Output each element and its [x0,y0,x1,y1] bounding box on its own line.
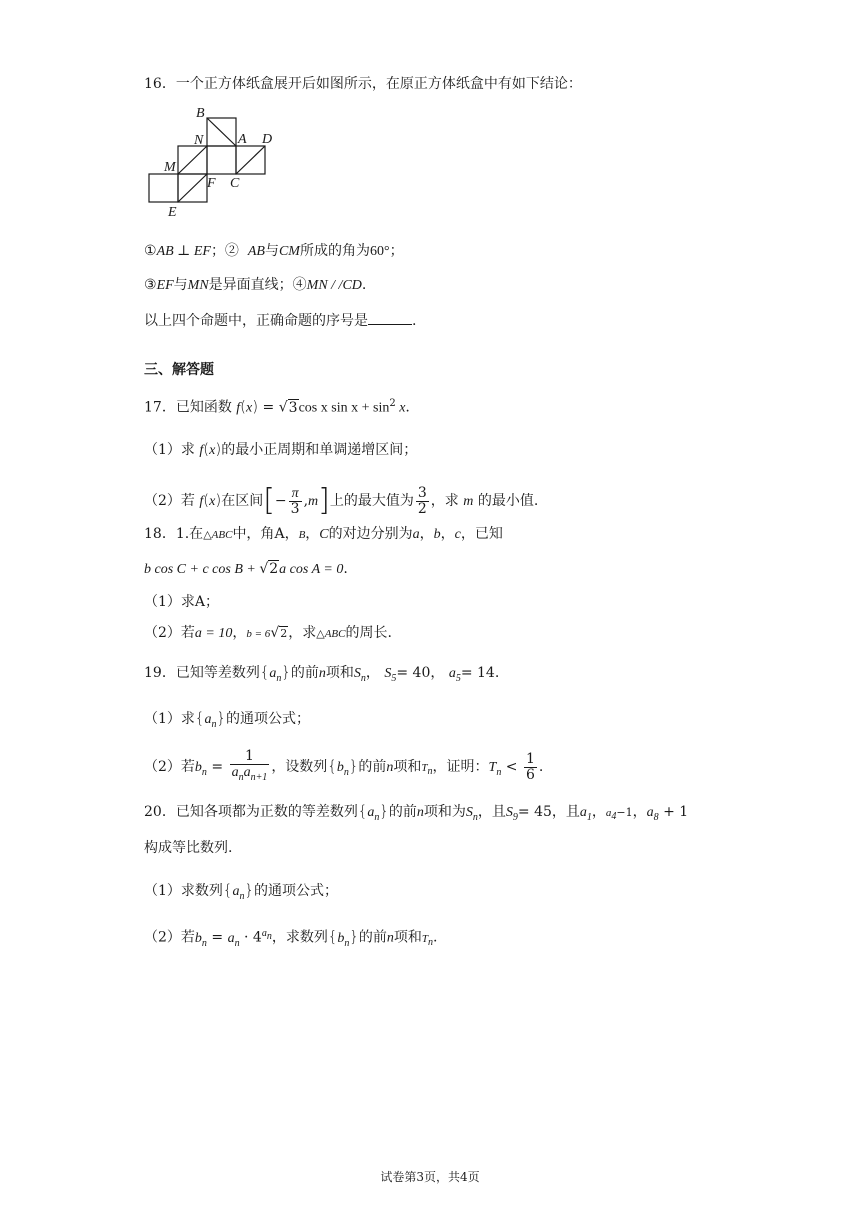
q18-part1: （1）求A； [144,594,220,610]
q17-stem: 17．已知函数 f(x) = √3cos x $\sin x + \sin^2 x$. [144,397,410,416]
label-F: F [207,176,216,191]
label-C: C [230,176,240,191]
q20-stem: 20．已知各项都为正数的等差数列$\{a_n\}$的前n项和为$S_n$，且$S_9= 45$，且$a_1$，$a_4-1$，$a_8 + 1$ [144,802,689,823]
q16-stem: 16．一个正方体纸盒展开后如图所示，在原正方体纸盒中有如下结论： [144,76,582,92]
label-D: D [262,132,273,147]
label-A: A [238,132,247,147]
q19-part2: （2）若$b_n$ = $\frac{1}{a_na_{n+1}}$ ，设数列$\{b_n\}$的前n项和$T_n$，证明：$T_n$ < $\frac{1}{6}$ . [144,748,544,783]
q19-part1: （1）求$\{a_n\}$的通项公式； [144,709,311,730]
section-title: 三、解答题 [144,362,214,378]
label-N: N [194,133,204,148]
label-B: B [196,106,205,121]
q17-part1: （1）求 f(x)的最小正周期和单调递增区间； [144,440,418,458]
q20-part1: （1）求数列$\{a_n\}$的通项公式； [144,881,339,902]
q16-question: 以上四个命题中，正确命题的序号是 . [144,310,416,331]
label-M: M [164,160,176,175]
q18-stem: 18．1.在△ABC中，角A，B，C的对边分别为a，b，c，已知 [144,526,503,542]
page-footer: 试卷第3页，共4页 [380,1170,480,1184]
q16-conclusions-2: ③EF与MN是异面直线；④MN / /CD. [144,277,367,293]
answer-blank[interactable] [368,310,412,325]
label-E: E [168,205,177,220]
q19-stem: 19．已知等差数列$\{a_n\}$的前n项和$S_n$， $S_5= 40$， $a_5= 14$. [144,663,500,684]
q20-stem-cont: 构成等比数列. [144,840,233,856]
q20-part2: （2）若$b_n = a_n \cdot 4^{a_n}$，求数列$\{b_n\}$的前n项和$T_n$. [144,927,438,949]
q18-part2: （2）若a = 10，b = 6√2，求△ABC的周长. [144,625,392,641]
cube-net-figure [144,104,284,220]
q18-equation: b cos C + c cos B + √2a cos A = 0. [144,561,348,577]
q16-conclusions-1: ①AB ⊥ EF；② AB与CM所成的角为60°； [144,243,404,259]
q17-part2: （2）若 f(x)在区间[− $\frac{\pi}{3}$ ,m]上的最大值为 $\frac{3}{2}$ ，求 m 的最小值. [144,483,539,518]
